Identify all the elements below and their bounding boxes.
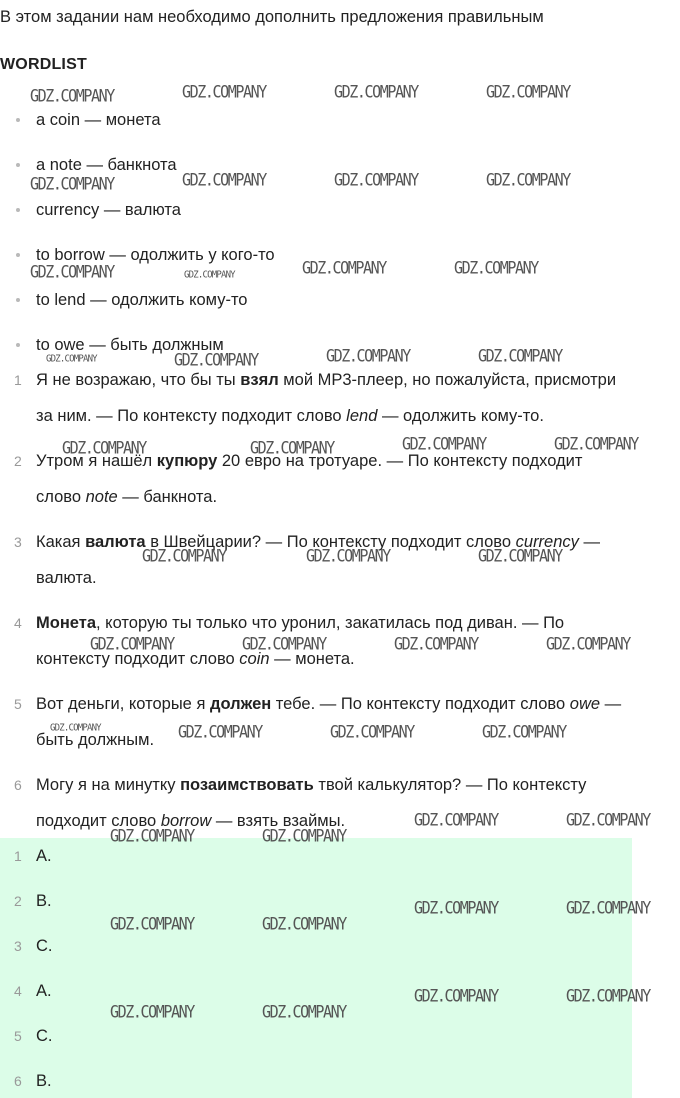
watermark-text: GDZ.COMPANY	[178, 722, 262, 742]
question-text: — банкнота.	[117, 488, 218, 506]
question-line	[36, 728, 154, 752]
question-line	[36, 773, 586, 797]
watermark-text: GDZ.COMPANY	[330, 722, 414, 742]
question-text: Какая	[36, 533, 86, 551]
answer-label: A.	[36, 982, 52, 1000]
question-item	[0, 692, 670, 752]
question-number: 2	[14, 453, 22, 469]
watermark-text: GDZ.COMPANY	[142, 546, 226, 566]
answer-row	[0, 979, 200, 1003]
question-number: 1	[14, 372, 22, 388]
question-text: за ним. — По контексту подходит слово	[36, 407, 347, 425]
question-text: —	[600, 695, 622, 713]
answer-row	[0, 844, 200, 868]
bullet-icon	[16, 163, 20, 167]
question-line	[36, 530, 600, 554]
question-item	[0, 368, 670, 428]
watermark-text: GDZ.COMPANY	[250, 438, 334, 458]
answer-number: 4	[14, 983, 22, 999]
watermark-text: GDZ.COMPANY	[454, 258, 538, 278]
answer-number: 6	[14, 1073, 22, 1089]
question-line	[36, 809, 345, 833]
question-line	[36, 692, 621, 716]
question-text: твой калькулятор? — По контексту	[313, 776, 587, 794]
watermark-text: GDZ.COMPANY	[566, 898, 650, 918]
question-line	[36, 404, 544, 428]
question-text: Вот деньги, которые я	[36, 695, 210, 713]
watermark-text: GDZ.COMPANY	[182, 82, 266, 102]
watermark-text: GDZ.COMPANY	[414, 810, 498, 830]
answer-label: A.	[36, 847, 52, 865]
answer-word: owe	[569, 695, 601, 713]
question-text: валюта.	[36, 569, 97, 587]
question-text: Могу я на минутку	[36, 776, 181, 794]
watermark-text: GDZ.COMPANY	[478, 546, 562, 566]
answers-box	[0, 838, 632, 1098]
question-text: — взять взаймы.	[211, 812, 346, 830]
highlighted-word: должен	[209, 695, 272, 713]
answer-word: lend	[346, 407, 378, 425]
watermark-text: GDZ.COMPANY	[566, 810, 650, 830]
question-number: 4	[14, 615, 22, 631]
question-line	[36, 368, 616, 392]
watermark-text: GDZ.COMPANY	[242, 634, 326, 654]
highlighted-word: взял	[240, 371, 279, 389]
wordlist-item-text: to borrow — одолжить у кого-то	[36, 246, 275, 264]
watermark-text: GDZ.COMPANY	[394, 634, 478, 654]
watermark-text: GDZ.COMPANY	[110, 826, 194, 846]
question-text: тебе. — По контексту подходит слово	[271, 695, 570, 713]
watermark-text: GDZ.COMPANY	[184, 270, 235, 281]
answer-label: B.	[36, 1072, 52, 1090]
question-line	[36, 449, 582, 473]
wordlist-title: WORDLIST	[0, 56, 87, 73]
question-text: Я не возражаю, что бы ты	[36, 371, 241, 389]
watermark-text: GDZ.COMPANY	[262, 914, 346, 934]
question-text: , которую ты только что уронил, закатилась под диван. — По	[96, 614, 565, 632]
question-text: —	[578, 533, 601, 551]
bullet-icon	[16, 253, 20, 257]
wordlist-item-text: currency — валюта	[36, 201, 181, 219]
question-text: Утром я нашёл	[36, 452, 157, 470]
watermark-text: GDZ.COMPANY	[110, 914, 194, 934]
highlighted-word: позаимствовать	[180, 776, 314, 794]
watermark-text: GDZ.COMPANY	[478, 346, 562, 366]
wordlist-item-text: to owe — быть должным	[36, 336, 224, 354]
watermark-text: GDZ.COMPANY	[486, 170, 570, 190]
bullet-icon	[16, 118, 20, 122]
watermark-text: GDZ.COMPANY	[30, 174, 114, 194]
watermark-text: GDZ.COMPANY	[306, 546, 390, 566]
watermark-text: GDZ.COMPANY	[62, 438, 146, 458]
question-item	[0, 611, 670, 671]
bullet-icon	[16, 343, 20, 347]
question-item	[0, 773, 670, 833]
question-text: мой MP3-плеер, но пожалуйста, присмотри	[278, 371, 617, 389]
answer-word: currency	[515, 533, 579, 551]
watermark-text: GDZ.COMPANY	[482, 722, 566, 742]
watermark-text: GDZ.COMPANY	[30, 86, 114, 106]
watermark-text: GDZ.COMPANY	[182, 170, 266, 190]
intro-text: В этом задании нам необходимо дополнить предложения правильным	[0, 8, 544, 26]
watermark-text: GDZ.COMPANY	[46, 354, 97, 365]
answer-word: borrow	[160, 812, 212, 830]
question-line	[36, 647, 355, 671]
wordlist-item-text: a coin — монета	[36, 111, 161, 129]
bullet-icon	[16, 298, 20, 302]
question-number: 6	[14, 777, 22, 793]
watermark-text: GDZ.COMPANY	[334, 82, 418, 102]
question-text: в Швейцарии? — По контексту подходит слово	[145, 533, 516, 551]
watermark-text: GDZ.COMPANY	[486, 82, 570, 102]
highlighted-word: валюта	[85, 533, 146, 551]
watermark-text: GDZ.COMPANY	[90, 634, 174, 654]
watermark-text: GDZ.COMPANY	[110, 1002, 194, 1022]
watermark-text: GDZ.COMPANY	[174, 350, 258, 370]
question-text: — одолжить кому-то.	[377, 407, 544, 425]
watermark-text: GDZ.COMPANY	[566, 986, 650, 1006]
highlighted-word: купюру	[156, 452, 218, 470]
wordlist-item-text: to lend — одолжить кому-то	[36, 291, 248, 309]
watermark-text: GDZ.COMPANY	[554, 434, 638, 454]
answer-row	[0, 1069, 200, 1093]
question-line	[36, 485, 217, 509]
answer-number: 1	[14, 848, 22, 864]
watermark-text: GDZ.COMPANY	[302, 258, 386, 278]
answer-label: B.	[36, 892, 52, 910]
answer-label: C.	[36, 937, 53, 955]
answer-number: 5	[14, 1028, 22, 1044]
answer-number: 3	[14, 938, 22, 954]
question-number: 5	[14, 696, 22, 712]
answer-word: coin	[239, 650, 270, 668]
watermark-text: GDZ.COMPANY	[414, 898, 498, 918]
answer-number: 2	[14, 893, 22, 909]
highlighted-word: Монета	[36, 614, 97, 632]
answer-row	[0, 934, 200, 958]
watermark-text: GDZ.COMPANY	[546, 634, 630, 654]
watermark-text: GDZ.COMPANY	[334, 170, 418, 190]
answer-row	[0, 889, 200, 913]
question-text: слово	[36, 488, 86, 506]
question-text: 20 евро на тротуаре. — По контексту подходит	[217, 452, 583, 470]
answer-word: note	[85, 488, 118, 506]
wordlist-item-text: a note — банкнота	[36, 156, 177, 174]
question-text: контексту подходит слово	[36, 650, 240, 668]
question-line	[36, 566, 97, 590]
bullet-icon	[16, 208, 20, 212]
watermark-text: GDZ.COMPANY	[414, 986, 498, 1006]
question-number: 3	[14, 534, 22, 550]
answer-row	[0, 1024, 200, 1048]
question-text: быть должным.	[36, 731, 155, 749]
watermark-text: GDZ.COMPANY	[326, 346, 410, 366]
question-line	[36, 611, 564, 635]
question-text: — монета.	[269, 650, 355, 668]
question-item	[0, 530, 670, 590]
watermark-text: GDZ.COMPANY	[262, 1002, 346, 1022]
question-item	[0, 449, 670, 509]
watermark-text: GDZ.COMPANY	[402, 434, 486, 454]
watermark-text: GDZ.COMPANY	[262, 826, 346, 846]
watermark-text: GDZ.COMPANY	[30, 262, 114, 282]
question-text: подходит слово	[36, 812, 161, 830]
watermark-text: GDZ.COMPANY	[50, 723, 101, 734]
answer-label: C.	[36, 1027, 53, 1045]
